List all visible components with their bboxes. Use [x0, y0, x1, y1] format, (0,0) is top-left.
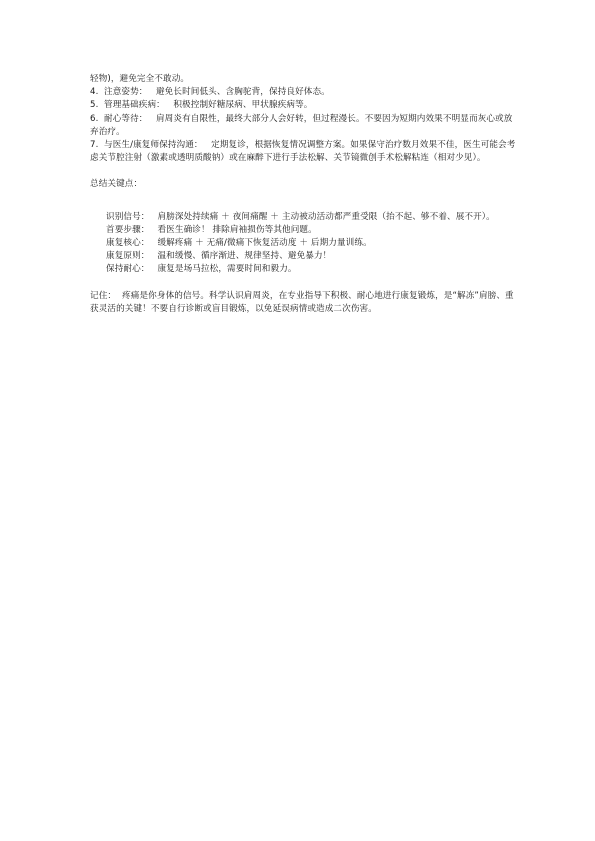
note-label: 记住：: [90, 290, 117, 301]
key-point-text: 康复是场马拉松，需要时间和毅力。: [157, 264, 297, 275]
summary-heading: 总结关键点：: [90, 179, 143, 190]
key-point-label: 保持耐心：: [106, 264, 150, 275]
key-point: [90, 263, 520, 276]
key-point-label: 康复核心：: [106, 238, 150, 249]
key-point: [90, 211, 520, 224]
key-point-text: 肩膀深处持续痛 ＋ 夜间痛醒 ＋ 主动被动活动都严重受限（抬不起、够不着、展不开）。: [157, 211, 495, 222]
item-number: 6.: [90, 113, 99, 124]
key-point: [90, 250, 520, 263]
item-text: 定期复诊，根据恢复情况调整方案。如果保守治疗数月效果不佳，医生可能会考虑关节腔注射（激素或透明质酸钠）或在麻醉下进行手法松解、关节镜微创手术松解粘连（相对少见）。: [90, 140, 516, 164]
list-item: [90, 99, 520, 112]
key-point-text: 看医生确诊！ 排除肩袖损伤等其他问题。: [157, 224, 317, 235]
key-point-text: 缓解疼痛 ＋ 无痛/微痛下恢复活动度 ＋ 后期力量训练。: [157, 238, 372, 249]
item-label: 与医生/康复师保持沟通：: [104, 140, 203, 151]
list-item: [90, 86, 520, 99]
item-label: 管理基础疾病：: [104, 100, 165, 111]
document-body: [90, 73, 520, 316]
note-text: 疼痛是你身体的信号。科学认识肩周炎，在专业指导下积极、耐心地进行康复锻炼，是“解冻”肩膀、重获灵活的关键！不要自行诊断或盲目锻炼，以免延误病情或造成二次伤害。: [90, 290, 514, 314]
key-point: [90, 224, 520, 237]
item-label: 注意姿势：: [104, 87, 148, 98]
list-item: [90, 113, 520, 139]
list-item: [90, 139, 520, 165]
item-number: 4.: [90, 87, 99, 98]
key-points-list: [90, 211, 520, 277]
key-point-text: 温和缓慢、循序渐进、规律坚持、避免暴力！: [157, 251, 332, 262]
item-text: 避免长时间低头、含胸驼背，保持良好体态。: [155, 87, 330, 98]
item-number: 7.: [90, 140, 99, 151]
item-text: 积极控制好糖尿病、甲状腺疾病等。: [173, 100, 313, 111]
item-text: 肩周炎有自限性，最终大部分人会好转，但过程漫长。不要因为短期内效果不明显而灰心或放弃治疗。: [90, 113, 513, 137]
key-point-label: 识别信号：: [106, 211, 150, 222]
key-point-label: 康复原则：: [106, 251, 150, 262]
item-label: 耐心等待：: [104, 113, 148, 124]
key-point: [90, 237, 520, 250]
continuation-text: 轻物)，避免完全不敢动。: [90, 74, 190, 84]
key-point-label: 首要步骤：: [106, 224, 150, 235]
closing-note: [90, 290, 520, 316]
item-number: 5.: [90, 100, 99, 111]
